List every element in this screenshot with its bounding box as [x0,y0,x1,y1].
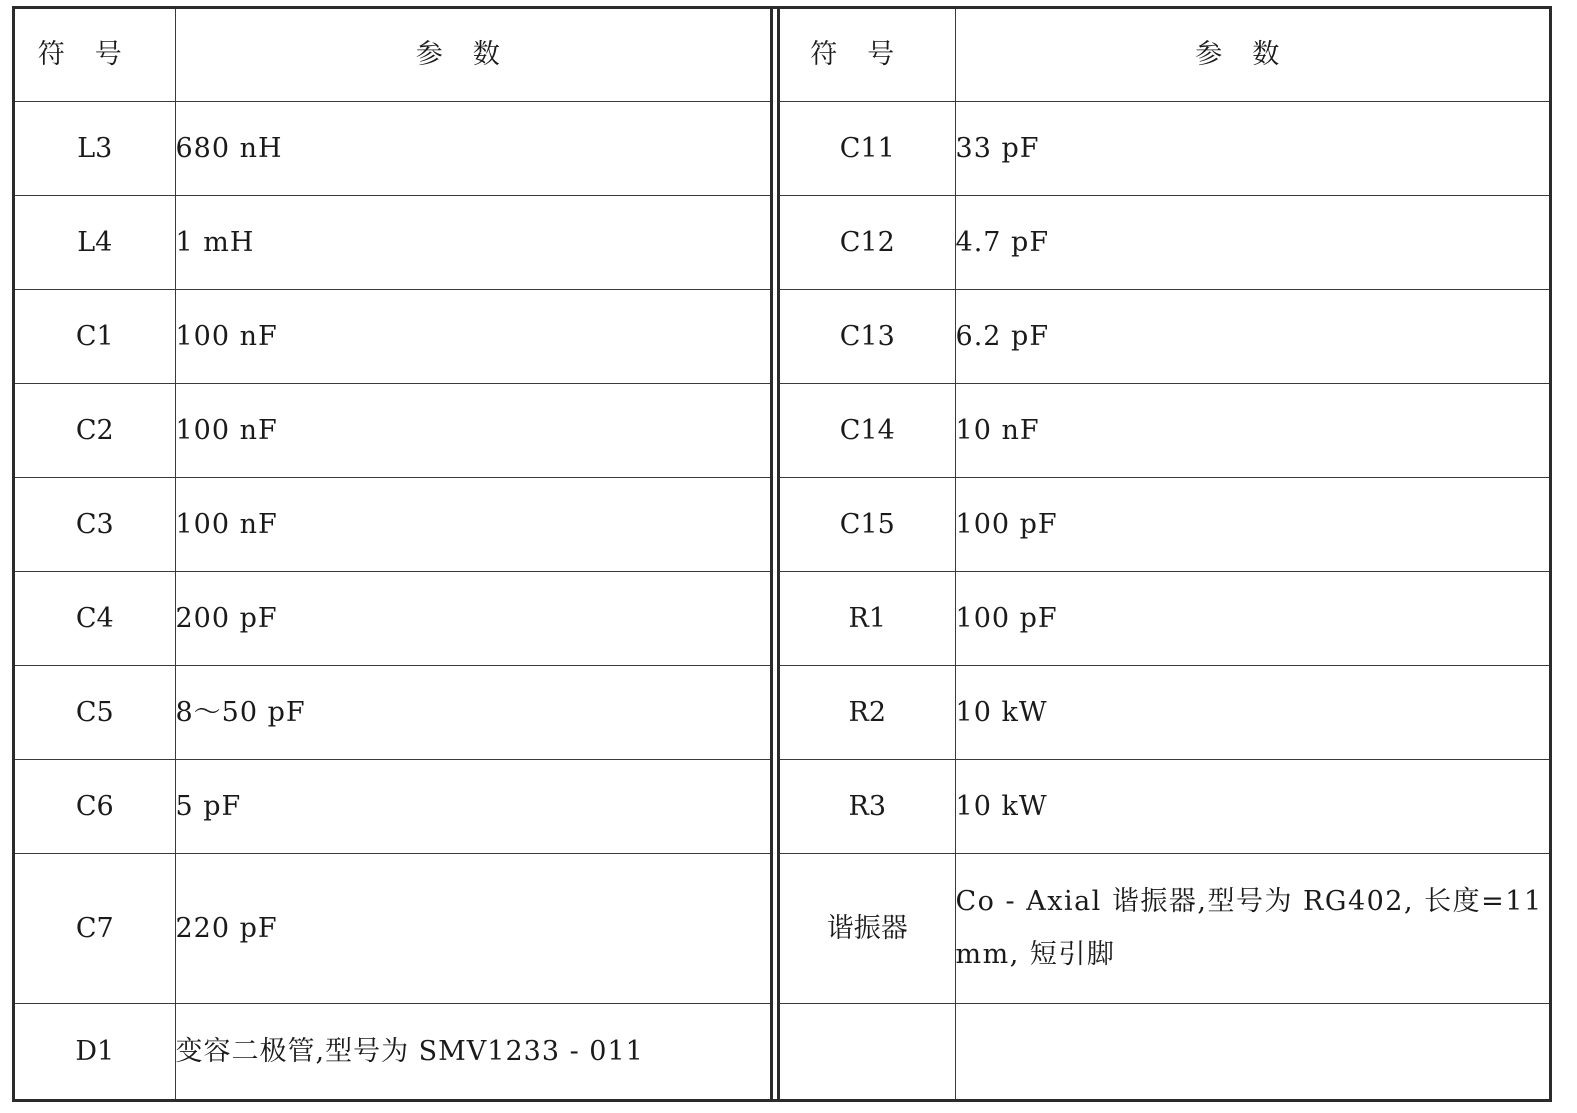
symbol-cell: C12 [780,196,955,290]
value-cell: 变容二极管,型号为 SMV1233 - 011 [175,1004,770,1100]
symbol-cell: C1 [15,290,175,384]
left-table [15,9,770,1099]
symbol-cell: R3 [780,760,955,854]
table-row [780,290,1549,384]
table-row [15,572,770,666]
table-row [780,1004,1549,1100]
symbol-cell: R2 [780,666,955,760]
value-cell: 220 pF [175,854,770,1004]
value-cell: 6.2 pF [955,290,1549,384]
symbol-cell: C14 [780,384,955,478]
value-cell: 1 mH [175,196,770,290]
header-symbol: 符号 [15,9,175,102]
symbol-cell: C15 [780,478,955,572]
value-cell: 680 nH [175,102,770,196]
symbol-cell: C5 [15,666,175,760]
value-cell: 4.7 pF [955,196,1549,290]
symbol-cell: L4 [15,196,175,290]
value-cell: Co - Axial 谐振器,型号为 RG402, 长度=11 mm, 短引脚 [955,854,1549,1004]
symbol-cell: C4 [15,572,175,666]
table-row [780,102,1549,196]
table-row [15,384,770,478]
header-symbol: 符号 [780,9,955,102]
symbol-cell: R1 [780,572,955,666]
table-row [780,666,1549,760]
value-cell: 100 nF [175,290,770,384]
symbol-cell: L3 [15,102,175,196]
value-cell: 100 nF [175,384,770,478]
table-row [780,478,1549,572]
table-row [15,196,770,290]
value-cell: 10 nF [955,384,1549,478]
value-cell: 100 pF [955,572,1549,666]
table-row [15,1004,770,1100]
header-row [780,9,1549,102]
table-row [15,666,770,760]
value-cell: 10 kW [955,760,1549,854]
table-row [15,854,770,1004]
table-row [780,854,1549,1004]
table-row [15,102,770,196]
symbol-cell: C7 [15,854,175,1004]
value-cell: 100 nF [175,478,770,572]
table-row [15,290,770,384]
symbol-cell: 谐振器 [780,854,955,1004]
value-cell: 8～50 pF [175,666,770,760]
value-cell: 100 pF [955,478,1549,572]
symbol-cell: D1 [15,1004,175,1100]
table-row [780,384,1549,478]
symbol-cell: C13 [780,290,955,384]
table-row [15,760,770,854]
value-cell: 33 pF [955,102,1549,196]
value-cell [955,1004,1549,1100]
table-row [780,760,1549,854]
header-param: 参数 [175,9,770,102]
table-row [780,572,1549,666]
value-cell: 10 kW [955,666,1549,760]
table-right-half [777,9,1549,1099]
symbol-cell [780,1004,955,1100]
symbol-cell: C2 [15,384,175,478]
table-row [780,196,1549,290]
header-row [15,9,770,102]
header-param: 参数 [955,9,1549,102]
symbol-cell: C6 [15,760,175,854]
symbol-cell: C3 [15,478,175,572]
right-table [780,9,1549,1099]
table-row [15,478,770,572]
table-left-half [15,9,773,1099]
parameter-table [12,6,1552,1102]
value-cell: 200 pF [175,572,770,666]
symbol-cell: C11 [780,102,955,196]
value-cell: 5 pF [175,760,770,854]
